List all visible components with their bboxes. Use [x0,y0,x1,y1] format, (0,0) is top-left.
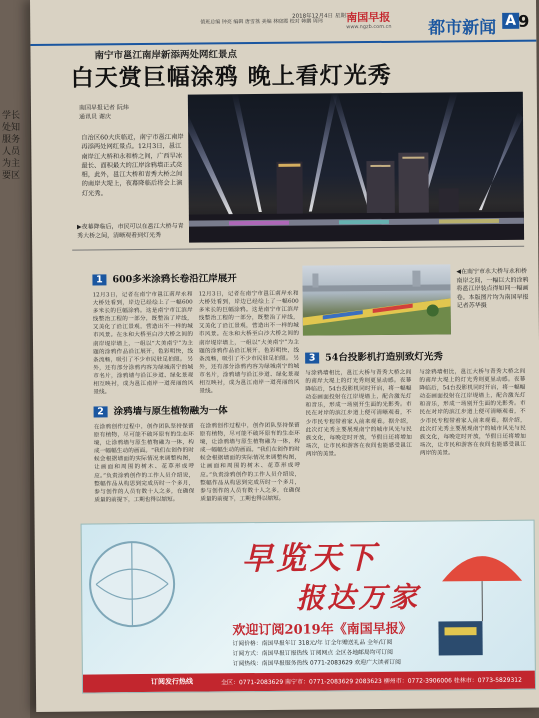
night-light-show-photo [188,92,524,243]
subhead-3-title: 54台投影机打造别致灯光秀 [325,351,443,364]
subscription-advertisement [81,520,536,694]
photo-caption-2: ◀在南宁市永大桥与永和桥南岸之间，一幅巨大的涂鸦将邕江岸装点得如同一幅画卷。本版图片均为南国早报记者苏华摄 [456,267,529,310]
ad-slogan-line-2: 报达万家 [296,580,421,615]
graffiti-wall-photo [302,264,451,335]
subhead-3-number: 3 [305,352,319,363]
section-2-col-2: 在涂鸦创作过程中，创作团队坚持保留原有植物，尽可能不破坏原有的生态环境，让涂鸦墙与原生植物融为一体，构成一幅幅生动的画面。“我们在创作的时候会根据墙面的实际情况来调整构图，让画面和周围的树木、花草形成呼应。”负责涂鸦创作的工作人员介绍说，整幅作品从构思到完成历时一个多月，参与创作的人员有数十人之多，在确保质量的前提下，工期也得以缩短。 [199,422,301,503]
ad-contact-numbers: 全区：0771-2083629 南宁市：0771-2083629 2083623 柳州市：0772-3906006 桂林市：0773-5829312 [220,676,522,687]
divider [72,246,524,251]
issue-date: 2018年12月4日 星期二 [292,13,352,20]
newspaper-logo: 南国早报 [346,10,391,25]
article-intro: 自治区60大庆临近，南宁市邕江南岸再添两处网红景点。12月3日，邕江南岸江大桥和永和桥之间，广西旱冰最长、面积最大的江岸涂鸦墙正式亮相，此外，邕江大桥和青秀大桥之间的南岸大堤上，夜幕降临后将会上演灯光秀。 [81,133,184,198]
newspaper-website: www.ngzb.com.cn [346,23,392,31]
section-3-col-1: 与涂鸦墙相比，邕江大桥与青秀大桥之间的南岸大堤上的灯光秀则更显动感。夜幕降临后，54台投影机同时开启，将一幅幅动态画面投射在江岸堤墙上，配合激光灯和音乐，形成一场别开生面的光影秀。市民在对岸的滨江步道上便可清晰观看，不少市民专程带着家人前来观看。据介绍，此次灯光秀主要展现南宁的城市风光与民族文化，每晚定时开放，节假日还将增加场次，让市民和游客在夜间也能感受邕江两岸的美景。 [305,369,412,458]
byline-reporter: 南国早报记者 阮炜 [78,104,129,112]
byline-correspondent: 通讯员 谢庆 [78,113,111,121]
section-3-col-2: 与涂鸦墙相比，邕江大桥与青秀大桥之间的南岸大堤上的灯光秀则更显动感。夜幕降临后，54台投影机同时开启，将一幅幅动态画面投射在江岸堤墙上，配合激光灯和音乐，形成一场别开生面的光影秀。市民在对岸的滨江步道上便可清晰观看，不少市民专程带着家人前来观看。据介绍，此次灯光秀主要展现南宁的城市风光与民族文化，每晚定时开放，节假日还将增加场次，让市民和游客在夜间也能感受邕江两岸的美景。 [419,368,526,457]
subhead-1-title: 600多米涂鸦长卷沿江岸展开 [112,273,237,286]
night-skyline-graphic [188,92,524,243]
headline: 白天赏巨幅涂鸦 晚上看灯光秀 [70,61,392,92]
subhead-2-number: 2 [94,406,108,417]
masthead [30,4,536,46]
subhead-1 [92,270,236,285]
page-number: 9 [518,11,530,31]
subhead-2 [94,402,228,417]
subhead-3 [305,348,443,363]
section-title: 都市新闻 [428,17,497,39]
photo-caption-1: ▶夜幕降临后，市民可以在邕江大桥与青秀大桥之间，清晰观看到灯光秀 [76,222,184,240]
adjacent-page-strip [0,0,30,718]
section-1-col-2: 12月3日，记者在南宁市邕江南岸永和大桥处看到，岸边已经绘上了一幅600多米长的巨幅涂鸦。这是南宁市江滨岸线整治工程的一部分，既整治了岸线，又美化了沿江景观，营造出不一样的城市风景。在永和大桥至白沙大桥之间的南岸堤岸墙上，一组以“大美南宁”为主题的涂鸦作品沿江展开，色彩明快，线条流畅，吸引了不少市民驻足拍照。 另外，还有部分涂鸦内容为绿城南宁的城市名片，涂鸦墙与沿江步道、绿化景观相互映衬，成为邕江南岸一道亮丽的风景线。 [198,290,300,395]
section-1-col-1: 12月3日，记者在南宁市邕江南岸永和大桥处看到，岸边已经绘上了一幅600多米长的巨幅涂鸦。这是南宁市江滨岸线整治工程的一部分，既整治了岸线，又美化了沿江景观，营造出不一样的城市风景。在永和大桥至白沙大桥之间的南岸堤岸墙上，一组以“大美南宁”为主题的涂鸦作品沿江展开，色彩明快，线条流畅，吸引了不少市民驻足拍照。 另外，还有部分涂鸦内容为绿城南宁的城市名片，涂鸦墙与沿江步道、绿化景观相互映衬，成为邕江南岸一道亮丽的风景线。 [92,291,194,396]
newspaper-page [30,0,539,712]
adjacent-page-text: 学长处知服务人员为主要区 [2,111,21,181]
subhead-2-title: 涂鸦墙与原生植物融为一体 [113,405,228,418]
ad-detail-3: 订阅热线：南国早报服务热线 0771-2083629 欢迎广大读者订阅 [232,659,401,668]
editor-credits: 值班总编 钟亮 编辑 唐雪荔 美编 林晓霞 校对 韩鹏 周玮 [200,18,323,26]
subhead-1-number: 1 [92,274,106,285]
kicker: 南宁市邕江南岸新添两处网红景点 [94,49,238,62]
page-letter: A [502,13,519,29]
ad-hotline-tag: 订阅发行热线 [150,677,193,686]
ad-detail-2: 订阅方式：南国早报订报热线 订阅网点 全区各地邮局均可订阅 [232,649,393,658]
ad-detail-1: 订阅价格：南国早报年订 318元/年 订全年赠送礼品 全年/订阅 [232,639,393,648]
section-2-col-1: 在涂鸦创作过程中，创作团队坚持保留原有植物，尽可能不破坏原有的生态环境，让涂鸦墙与原生植物融为一体，构成一幅幅生动的画面。“我们在创作的时候会根据墙面的实际情况来调整构图，让画面和周围的树木、花草形成呼应。”负责涂鸦创作的工作人员介绍说，整幅作品从构思到完成历时一个多月，参与创作的人员有数十人之多，在确保质量的前提下，工期也得以缩短。 [93,423,195,504]
byline [79,103,129,121]
ad-subscribe-title: 欢迎订阅2019年《南国早报》 [232,621,412,639]
ad-contact-bar [83,671,535,693]
ad-slogan-line-1: 早览天下 [241,539,379,578]
riverbank-graphic [302,264,451,335]
